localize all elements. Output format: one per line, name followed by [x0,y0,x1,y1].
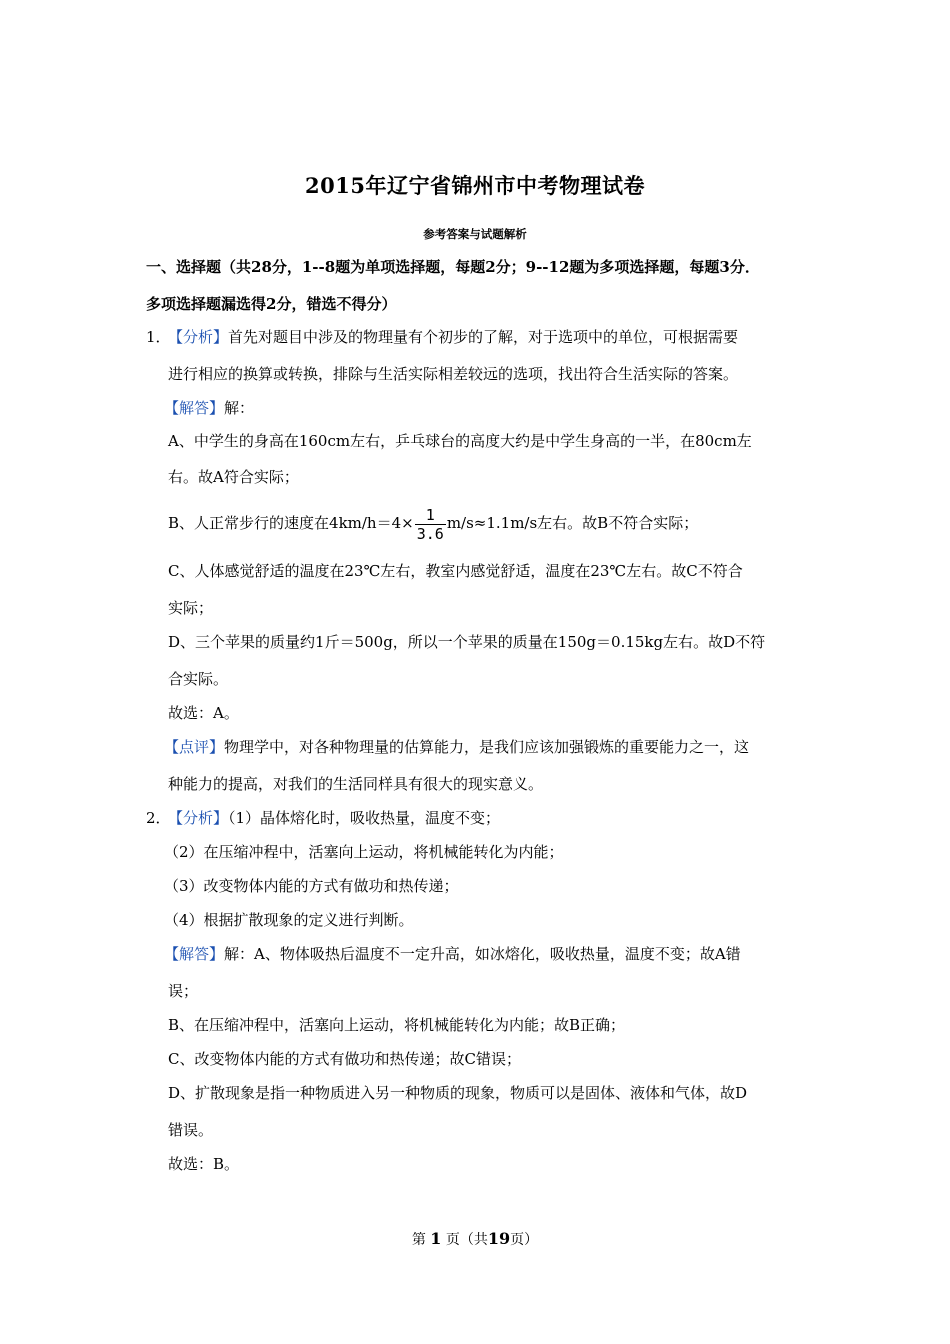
q1-comment-tag: 【点评】 [164,738,225,756]
q2-answer-line1 [164,944,741,964]
footer-page-number: 1 [430,1229,442,1248]
question-number-1: 1． [146,328,171,346]
page-footer [0,1229,950,1249]
q1-analysis-line2: 进行相应的换算或转换，排除与生活实际相差较远的选项，找出符合生活实际的答案。 [168,365,739,383]
q2-analysis-line3: （3）改变物体内能的方式有做功和热传递； [164,877,459,895]
q2-option-c: C、改变物体内能的方式有做功和热传递；故C错误； [168,1050,521,1068]
q1-option-b-pre: B、人正常步行的速度在4km/h＝4× [168,514,414,532]
q2-analysis-tag: 【分析】 [168,809,229,827]
q1-option-d-line2: 合实际。 [168,670,229,688]
q2-answer-text: 解：A、物体吸热后温度不一定升高，如冰熔化，吸收热量，温度不变；故A错 [224,945,741,963]
q2-choice: 故选：B。 [168,1155,240,1173]
question-number-2: 2． [146,809,171,827]
q2-analysis-line1 [168,808,500,828]
fraction-denominator: 3.6 [416,524,444,543]
footer-suffix: 页） [510,1232,539,1248]
q1-option-b [168,501,698,545]
q2-option-b: B、在压缩冲程中，活塞向上运动，将机械能转化为内能；故B正确； [168,1016,626,1034]
q1-option-a-line2: 右。故A符合实际； [168,468,299,486]
q1-option-c-line1: C、人体感觉舒适的温度在23℃左右，教室内感觉舒适，温度在23℃左右。故C不符合 [168,562,743,580]
footer-total-pages: 19 [487,1229,511,1248]
footer-middle: 页（共 [445,1232,488,1248]
document-subtitle: 参考答案与试题解析 [423,227,527,241]
q1-analysis-line1 [168,327,738,347]
q1-choice: 故选：A。 [168,704,239,722]
q1-analysis-tag: 【分析】 [168,328,229,346]
q1-answer-intro [164,398,254,418]
section-heading-line1: 一、选择题（共28分，1--8题为单项选择题，每题2分；9--12题为多项选择题，每题3分． [146,258,760,276]
q1-option-d-line1: D、三个苹果的质量约1斤＝500g，所以一个苹果的质量在150g＝0.15kg左右。故D不符 [168,633,766,651]
q1-answer-tag: 【解答】 [164,399,225,417]
q1-option-b-post: m/s≈1.1m/s左右。故B不符合实际； [446,514,699,532]
q1-comment-line2: 种能力的提高，对我们的生活同样具有很大的现实意义。 [168,775,544,793]
fraction-numerator: 1 [415,506,446,525]
q2-answer-tag: 【解答】 [164,945,225,963]
footer-prefix: 第 [411,1232,426,1248]
q2-answer-line2: 误； [168,982,199,1000]
q1-analysis-text: 首先对题目中涉及的物理量有个初步的了解，对于选项中的单位，可根据需要 [228,328,739,346]
q2-analysis-line2: （2）在压缩冲程中，活塞向上运动，将机械能转化为内能； [164,843,564,861]
q1-answer-intro-text: 解： [224,399,255,417]
q1-option-a-line1: A、中学生的身高在160cm左右，乒乓球台的高度大约是中学生身高的一半，在80cm左 [168,432,752,450]
q1-option-c-line2: 实际； [168,599,214,617]
speed-fraction [415,506,446,543]
q2-option-d-line2: 错误。 [168,1121,214,1139]
document-title: 2015年辽宁省锦州市中考物理试卷 [305,173,645,198]
q2-analysis-line4: （4）根据扩散现象的定义进行判断。 [164,911,414,929]
section-heading-line2: 多项选择题漏选得2分，错选不得分） [146,295,397,313]
q2-analysis-text-1: （1）晶体熔化时，吸收热量，温度不变； [228,809,501,827]
q1-comment-line1 [164,737,749,757]
q1-comment-text: 物理学中，对各种物理量的估算能力，是我们应该加强锻炼的重要能力之一，这 [224,738,750,756]
q2-option-d-line1: D、扩散现象是指一种物质进入另一种物质的现象，物质可以是固体、液体和气体，故D [168,1084,748,1102]
